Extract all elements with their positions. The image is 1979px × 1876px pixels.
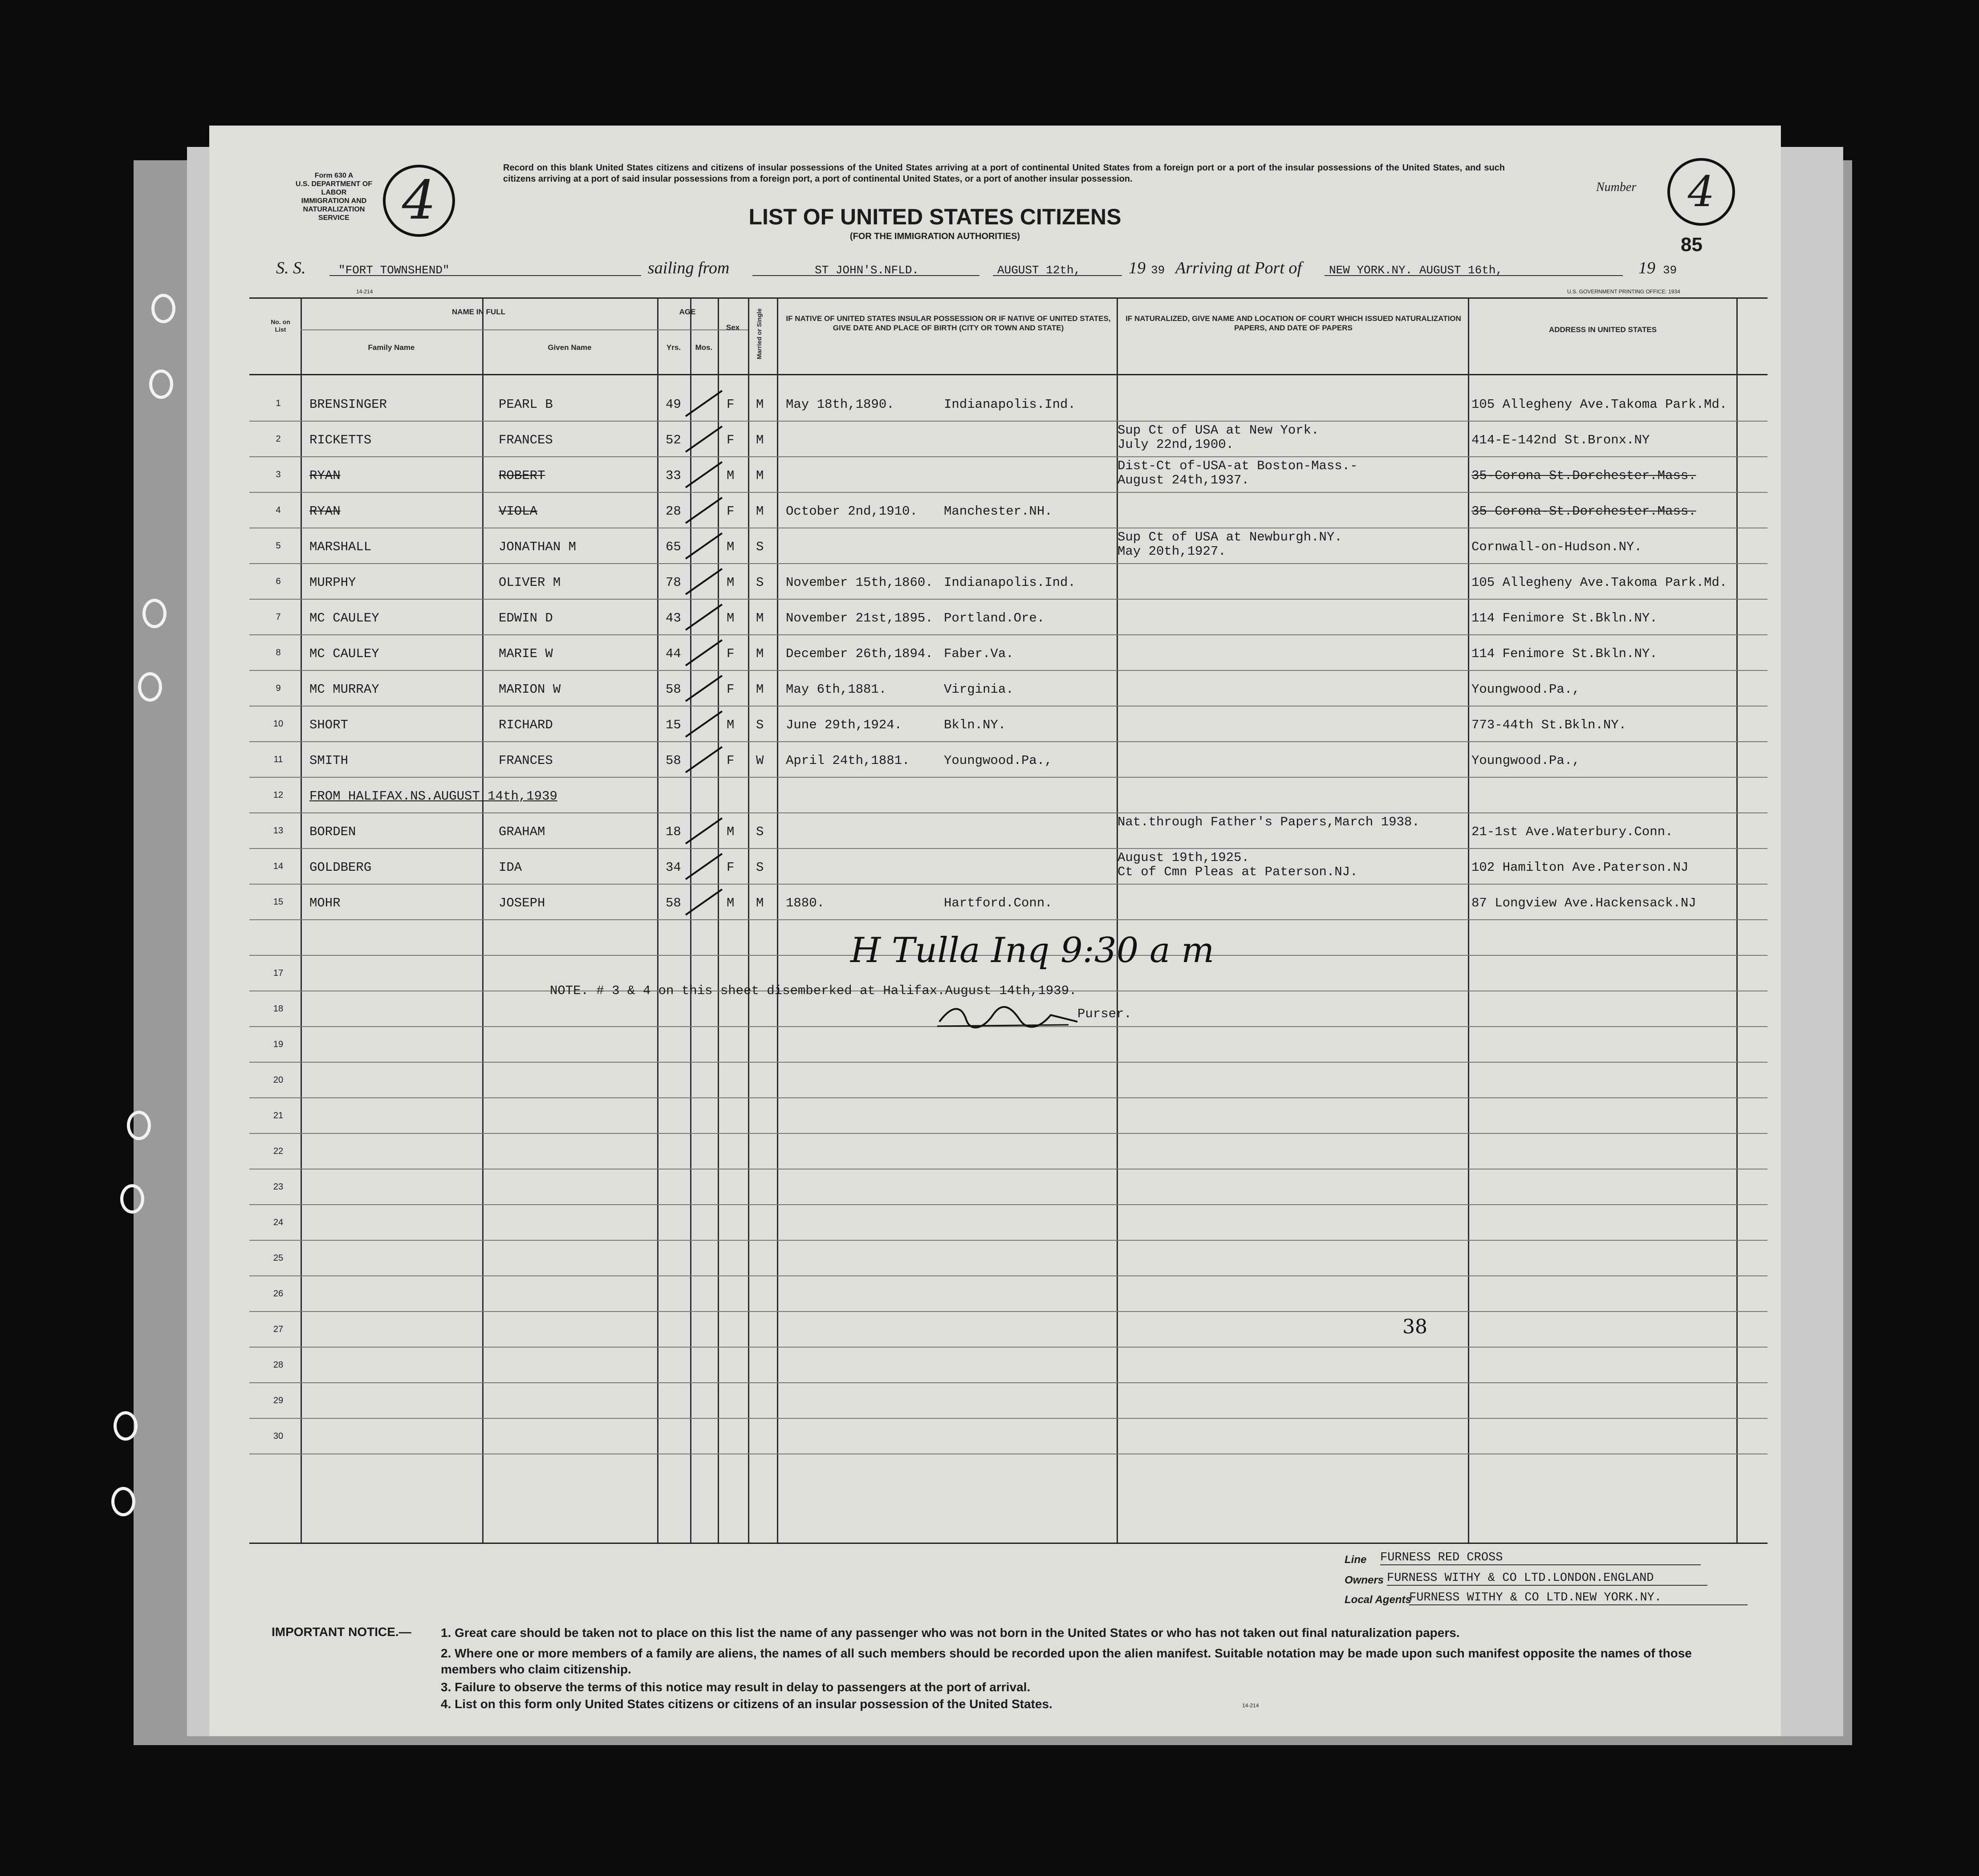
- column-divider: [482, 297, 484, 1544]
- birth-date-cell: November 15th,1860.: [786, 575, 933, 590]
- address-cell: Youngwood.Pa.,: [1471, 682, 1580, 697]
- row-number: 9: [276, 683, 281, 693]
- row-rule: [249, 777, 1768, 778]
- ship-name: "FORT TOWNSHEND": [338, 264, 450, 277]
- agents-label: Local Agents: [1345, 1594, 1411, 1606]
- given-name-cell: EDWIN D: [499, 611, 553, 625]
- marital-status-cell: M: [756, 468, 764, 483]
- col-mos: Mos.: [695, 343, 713, 352]
- family-name-cell: MC CAULEY: [309, 611, 379, 625]
- col-sex: Sex: [726, 323, 740, 332]
- sex-cell: F: [727, 433, 735, 447]
- birth-place-cell: Manchester.NH.: [944, 504, 1052, 519]
- number-label: Number: [1596, 180, 1637, 194]
- record-notice: Record on this blank United States citizens and citizens of insular possessions of the United States arriving at a port of continental United States from a foreign port or a port of the insular possessions of the United States, and such citizens arriving at a port of said insular possessions from a foreign port, a port of continental United States, or a port of another insular possession.: [503, 163, 1505, 184]
- row-number: 25: [273, 1253, 284, 1263]
- age-years-cell: 18: [666, 824, 681, 839]
- row-number: 24: [273, 1218, 284, 1227]
- row-number: 19: [273, 1040, 284, 1049]
- arrival-year: 39: [1663, 264, 1677, 277]
- arriving-label: Arriving at Port of: [1175, 259, 1302, 277]
- marital-status-cell: M: [756, 896, 764, 910]
- given-name-cell: FRANCES: [499, 753, 553, 768]
- col-married-single: Married or Single: [756, 308, 763, 360]
- birth-date-cell: October 2nd,1910.: [786, 504, 918, 519]
- ss-label: S. S.: [276, 259, 306, 277]
- naturalization-court-cell: Dist-Ct of-USA-at Boston-Mass.-: [1118, 459, 1358, 473]
- print-code-top: 14-214: [356, 288, 373, 295]
- row-rule: [249, 599, 1768, 600]
- age-years-cell: 34: [666, 860, 681, 875]
- port-underline: [1325, 275, 1623, 276]
- notice-item-2: 2. Where one or more members of a family are aliens, the names of all such members should be recorded upon the alien manifest. Suitable notation may be made upon such manifest opposite the names of those members who claim citizenship.: [441, 1646, 1692, 1676]
- address-cell: 21-1st Ave.Waterbury.Conn.: [1471, 824, 1673, 839]
- given-name-cell: GRAHAM: [499, 824, 545, 839]
- age-years-cell: 49: [666, 397, 681, 412]
- birth-place-cell: Faber.Va.: [944, 646, 1014, 661]
- given-name-cell: MARIE W: [499, 646, 553, 661]
- row-rule: [249, 884, 1768, 885]
- page-subtitle: (FOR THE IMMIGRATION AUTHORITIES): [849, 231, 1020, 241]
- naturalization-court-cell: Sup Ct of USA at New York.: [1118, 423, 1319, 438]
- page-title: LIST OF UNITED STATES CITIZENS: [748, 204, 1122, 229]
- sex-cell: M: [727, 896, 735, 910]
- birth-date-cell: May 18th,1890.: [786, 397, 894, 412]
- address-cell: 35 Corona-St.Dorchester.Mass.: [1471, 504, 1696, 519]
- row-rule: [249, 1311, 1768, 1312]
- sex-cell: M: [727, 575, 735, 590]
- age-years-cell: 58: [666, 896, 681, 910]
- given-name-cell: PEARL B: [499, 397, 553, 412]
- marital-status-cell: S: [756, 540, 764, 554]
- birth-date-cell: 1880.: [786, 896, 825, 910]
- row-number: 13: [273, 826, 284, 836]
- owners-value: FURNESS WITHY & CO LTD.LONDON.ENGLAND: [1387, 1571, 1707, 1586]
- row-rule: [249, 919, 1768, 920]
- column-header-bottom: [249, 374, 1768, 375]
- row-rule: [249, 1275, 1768, 1276]
- binder-hole: [142, 599, 167, 628]
- row-number: 3: [276, 470, 281, 479]
- sheet-number-circled: 4: [1667, 158, 1735, 226]
- row-number: 20: [273, 1075, 284, 1085]
- table-top-border: [249, 297, 1768, 299]
- row-rule: [249, 421, 1768, 422]
- address-cell: Cornwall-on-Hudson.NY.: [1471, 540, 1642, 554]
- sex-cell: M: [727, 718, 735, 732]
- age-years-cell: 28: [666, 504, 681, 519]
- year-prefix-2: 19: [1638, 259, 1655, 277]
- marital-status-cell: M: [756, 504, 764, 519]
- row-number: 11: [273, 755, 283, 764]
- col-given-name: Given Name: [548, 343, 592, 352]
- row-number: 27: [273, 1324, 284, 1334]
- family-name-cell: MOHR: [309, 896, 341, 910]
- agents-value: FURNESS WITHY & CO LTD.NEW YORK.NY.: [1409, 1591, 1747, 1605]
- line-value: FURNESS RED CROSS: [1380, 1551, 1701, 1565]
- row-number: 12: [273, 790, 284, 800]
- row-number: 8: [276, 648, 281, 658]
- sheet-number: 85: [1681, 234, 1703, 256]
- row-number: 23: [273, 1182, 284, 1192]
- address-cell: 114 Fenimore St.Bkln.NY.: [1471, 646, 1658, 661]
- birth-place-cell: Indianapolis.Ind.: [944, 575, 1076, 590]
- address-cell: 105 Allegheny Ave.Takoma Park.Md.: [1471, 575, 1727, 590]
- sex-cell: M: [727, 824, 735, 839]
- birth-place-cell: Youngwood.Pa.,: [944, 753, 1052, 768]
- year-prefix: 19: [1129, 259, 1146, 277]
- row-rule: [249, 848, 1768, 849]
- family-name-cell: MURPHY: [309, 575, 356, 590]
- marital-status-cell: W: [756, 753, 764, 768]
- row-number: 17: [273, 968, 284, 978]
- address-cell: 773-44th St.Bkln.NY.: [1471, 718, 1627, 732]
- birth-date-cell: May 6th,1881.: [786, 682, 887, 697]
- given-name-cell: ROBERT: [499, 468, 545, 483]
- naturalization-date-cell: May 20th,1927.: [1118, 544, 1226, 559]
- row-number: 4: [276, 505, 281, 515]
- sex-cell: F: [727, 682, 735, 697]
- col-native-birth: IF NATIVE OF UNITED STATES INSULAR POSSESSION OR IF NATIVE OF UNITED STATES, GIVE DATE AND PLACE OF BIRTH (CITY OR TOWN AND STATE): [786, 314, 1111, 332]
- col-name-in-full: NAME IN FULL: [452, 308, 505, 316]
- binder-hole: [151, 294, 175, 323]
- marital-status-cell: S: [756, 575, 764, 590]
- row-rule: [249, 1062, 1768, 1063]
- row-number: 21: [273, 1111, 284, 1121]
- age-years-cell: 52: [666, 433, 681, 447]
- row-rule: [249, 1240, 1768, 1241]
- given-name-cell: JOSEPH: [499, 896, 545, 910]
- column-divider: [748, 297, 749, 1544]
- naturalization-court-cell: Sup Ct of USA at Newburgh.NY.: [1118, 530, 1342, 544]
- notice-item-1: 1. Great care should be taken not to place on this list the name of any passenger who was not born in the United States or who has not taken out final naturalization papers.: [441, 1626, 1460, 1640]
- name-header-divider: [301, 329, 748, 330]
- table-bottom-border: [249, 1543, 1768, 1544]
- address-cell: Youngwood.Pa.,: [1471, 753, 1580, 768]
- birth-date-cell: April 24th,1881.: [786, 753, 910, 768]
- row-number: 1: [276, 398, 281, 408]
- age-years-cell: 78: [666, 575, 681, 590]
- row-rule: [249, 563, 1768, 564]
- row-number: 10: [273, 719, 284, 729]
- naturalization-court-cell: August 19th,1925.: [1118, 850, 1249, 865]
- row-number: 15: [273, 897, 284, 907]
- col-address: ADDRESS IN UNITED STATES: [1548, 325, 1657, 334]
- printing-office: U.S. GOVERNMENT PRINTING OFFICE: 1934: [1567, 288, 1680, 295]
- age-years-cell: 15: [666, 718, 681, 732]
- purser-label: Purser.: [1077, 1007, 1132, 1021]
- row-rule: [249, 1133, 1768, 1134]
- row-number: 7: [276, 612, 281, 622]
- sailing-label: sailing from: [648, 259, 730, 277]
- sex-cell: F: [727, 860, 735, 875]
- sex-cell: F: [727, 397, 735, 412]
- circled-mark: 4: [383, 165, 455, 237]
- purser-signature: [935, 1002, 1082, 1033]
- row-rule: [249, 1097, 1768, 1098]
- row-number: 29: [273, 1396, 284, 1405]
- birth-place-cell: Portland.Ore.: [944, 611, 1045, 625]
- ship-underline: [329, 275, 641, 276]
- address-cell: 105 Allegheny Ave.Takoma Park.Md.: [1471, 397, 1727, 412]
- col-no-on-list: No. on List: [271, 318, 290, 333]
- col-age: AGE: [679, 308, 696, 316]
- age-years-cell: 43: [666, 611, 681, 625]
- column-divider: [301, 297, 302, 1544]
- row-number: 28: [273, 1360, 284, 1370]
- row-number: 22: [273, 1146, 284, 1156]
- row-rule: [249, 1382, 1768, 1383]
- column-divider: [1468, 297, 1469, 1544]
- binder-hole: [138, 672, 162, 702]
- given-name-cell: MARION W: [499, 682, 561, 697]
- row-number: 5: [276, 541, 281, 551]
- marital-status-cell: M: [756, 682, 764, 697]
- birth-date-cell: June 29th,1924.: [786, 718, 902, 732]
- col-yrs: Yrs.: [666, 343, 681, 352]
- page-number: 38: [1402, 1316, 1427, 1338]
- sex-cell: M: [727, 540, 735, 554]
- row-number: 2: [276, 434, 281, 444]
- given-name-cell: JONATHAN M: [499, 540, 577, 554]
- age-years-cell: 58: [666, 753, 681, 768]
- sailing-date: AUGUST 12th,: [997, 264, 1081, 277]
- address-cell: 35-Corona St.Dorchester.Mass.: [1471, 468, 1696, 483]
- given-name-cell: VIOLA: [499, 504, 538, 519]
- sex-cell: M: [727, 468, 735, 483]
- marital-status-cell: M: [756, 646, 764, 661]
- form-reference: Form 630 A U.S. DEPARTMENT OF LABOR IMMIGRATION AND NATURALIZATION SERVICE: [295, 172, 373, 222]
- birth-place-cell: Indianapolis.Ind.: [944, 397, 1076, 412]
- row-rule: [249, 706, 1768, 707]
- naturalization-date-cell: Ct of Cmn Pleas at Paterson.NJ.: [1118, 865, 1358, 879]
- age-years-cell: 33: [666, 468, 681, 483]
- age-years-cell: 44: [666, 646, 681, 661]
- marital-status-cell: S: [756, 860, 764, 875]
- row-rule: [249, 492, 1768, 493]
- owners-label: Owners: [1345, 1574, 1384, 1586]
- birth-place-cell: Hartford.Conn.: [944, 896, 1052, 910]
- family-name-cell: GOLDBERG: [309, 860, 372, 875]
- row-rule: [249, 1347, 1768, 1348]
- family-name-cell: MC MURRAY: [309, 682, 379, 697]
- print-code-bottom: 14-214: [1242, 1702, 1259, 1709]
- row-number: 30: [273, 1431, 284, 1441]
- col-family-name: Family Name: [368, 343, 415, 352]
- given-name-cell: FRANCES: [499, 433, 553, 447]
- family-name-cell: RICKETTS: [309, 433, 372, 447]
- row-number: 14: [273, 861, 284, 871]
- given-name-cell: RICHARD: [499, 718, 553, 732]
- naturalization-date-cell: August 24th,1937.: [1118, 473, 1249, 487]
- family-name-cell: SHORT: [309, 718, 349, 732]
- row-rule: [249, 670, 1768, 671]
- row-rule: [249, 741, 1768, 742]
- row-rule: [249, 634, 1768, 635]
- family-name-cell: SMITH: [309, 753, 349, 768]
- family-name-cell: MARSHALL: [309, 540, 372, 554]
- important-notice-heading: IMPORTANT NOTICE.—: [272, 1625, 411, 1639]
- naturalization-court-cell: Nat.through Father's Papers,March 1938.: [1118, 815, 1420, 829]
- row-rule: [249, 812, 1768, 813]
- column-divider: [1736, 297, 1738, 1544]
- family-name-cell: BRENSINGER: [309, 397, 387, 412]
- marital-status-cell: S: [756, 824, 764, 839]
- sex-cell: F: [727, 646, 735, 661]
- birth-date-cell: December 26th,1894.: [786, 646, 933, 661]
- age-years-cell: 58: [666, 682, 681, 697]
- binder-hole: [127, 1111, 151, 1140]
- binder-hole: [114, 1411, 138, 1441]
- marital-status-cell: M: [756, 611, 764, 625]
- naturalization-date-cell: July 22nd,1900.: [1118, 437, 1234, 452]
- address-cell: 102 Hamilton Ave.Paterson.NJ: [1471, 860, 1689, 875]
- family-name-cell: BORDEN: [309, 824, 356, 839]
- arriving-port: NEW YORK.NY. AUGUST 16th,: [1329, 264, 1503, 277]
- sex-cell: F: [727, 753, 735, 768]
- family-name-cell: RYAN: [309, 504, 341, 519]
- sex-cell: F: [727, 504, 735, 519]
- section-heading: FROM HALIFAX.NS.AUGUST 14th,1939: [309, 789, 557, 804]
- binder-hole: [111, 1487, 135, 1516]
- column-divider: [718, 297, 719, 1544]
- birth-place-cell: Bkln.NY.: [944, 718, 1006, 732]
- sailing-from: ST JOHN'S.NFLD.: [815, 264, 919, 277]
- handwritten-note: H Tulla Inq 9:30 a m: [850, 930, 1215, 970]
- col-naturalized: IF NATURALIZED, GIVE NAME AND LOCATION OF COURT WHICH ISSUED NATURALIZATION PAPERS, AND DATE OF PAPERS: [1126, 314, 1461, 332]
- age-years-cell: 65: [666, 540, 681, 554]
- notice-item-3: 3. Failure to observe the terms of this notice may result in delay to passengers at the port of arrival.: [441, 1680, 1031, 1694]
- marital-status-cell: M: [756, 397, 764, 412]
- line-label: Line: [1345, 1554, 1367, 1566]
- family-name-cell: MC CAULEY: [309, 646, 379, 661]
- sex-cell: M: [727, 611, 735, 625]
- row-rule: [249, 1204, 1768, 1205]
- given-name-cell: IDA: [499, 860, 522, 875]
- row-number: 26: [273, 1289, 284, 1299]
- family-name-cell: RYAN: [309, 468, 341, 483]
- row-rule: [249, 456, 1768, 457]
- notice-item-4: 4. List on this form only United States citizens or citizens of an insular possession of the United States.: [441, 1697, 1052, 1711]
- sailing-year: 39: [1151, 264, 1165, 277]
- address-cell: 114 Fenimore St.Bkln.NY.: [1471, 611, 1658, 625]
- binder-hole: [120, 1184, 144, 1214]
- column-divider: [657, 297, 658, 1544]
- birth-place-cell: Virginia.: [944, 682, 1014, 697]
- sailing-underline: [752, 275, 979, 276]
- row-rule: [249, 1418, 1768, 1419]
- birth-date-cell: November 21st,1895.: [786, 611, 933, 625]
- date-underline: [993, 275, 1122, 276]
- marital-status-cell: S: [756, 718, 764, 732]
- row-number: 6: [276, 577, 281, 586]
- row-number: 18: [273, 1004, 284, 1014]
- address-cell: 414-E-142nd St.Bronx.NY: [1471, 433, 1650, 447]
- halifax-note: NOTE. # 3 & 4 on this sheet disemberked at Halifax.August 14th,1939.: [550, 983, 1077, 998]
- given-name-cell: OLIVER M: [499, 575, 561, 590]
- column-divider: [777, 297, 778, 1544]
- address-cell: 87 Longview Ave.Hackensack.NJ: [1471, 896, 1696, 910]
- binder-hole: [149, 370, 173, 399]
- marital-status-cell: M: [756, 433, 764, 447]
